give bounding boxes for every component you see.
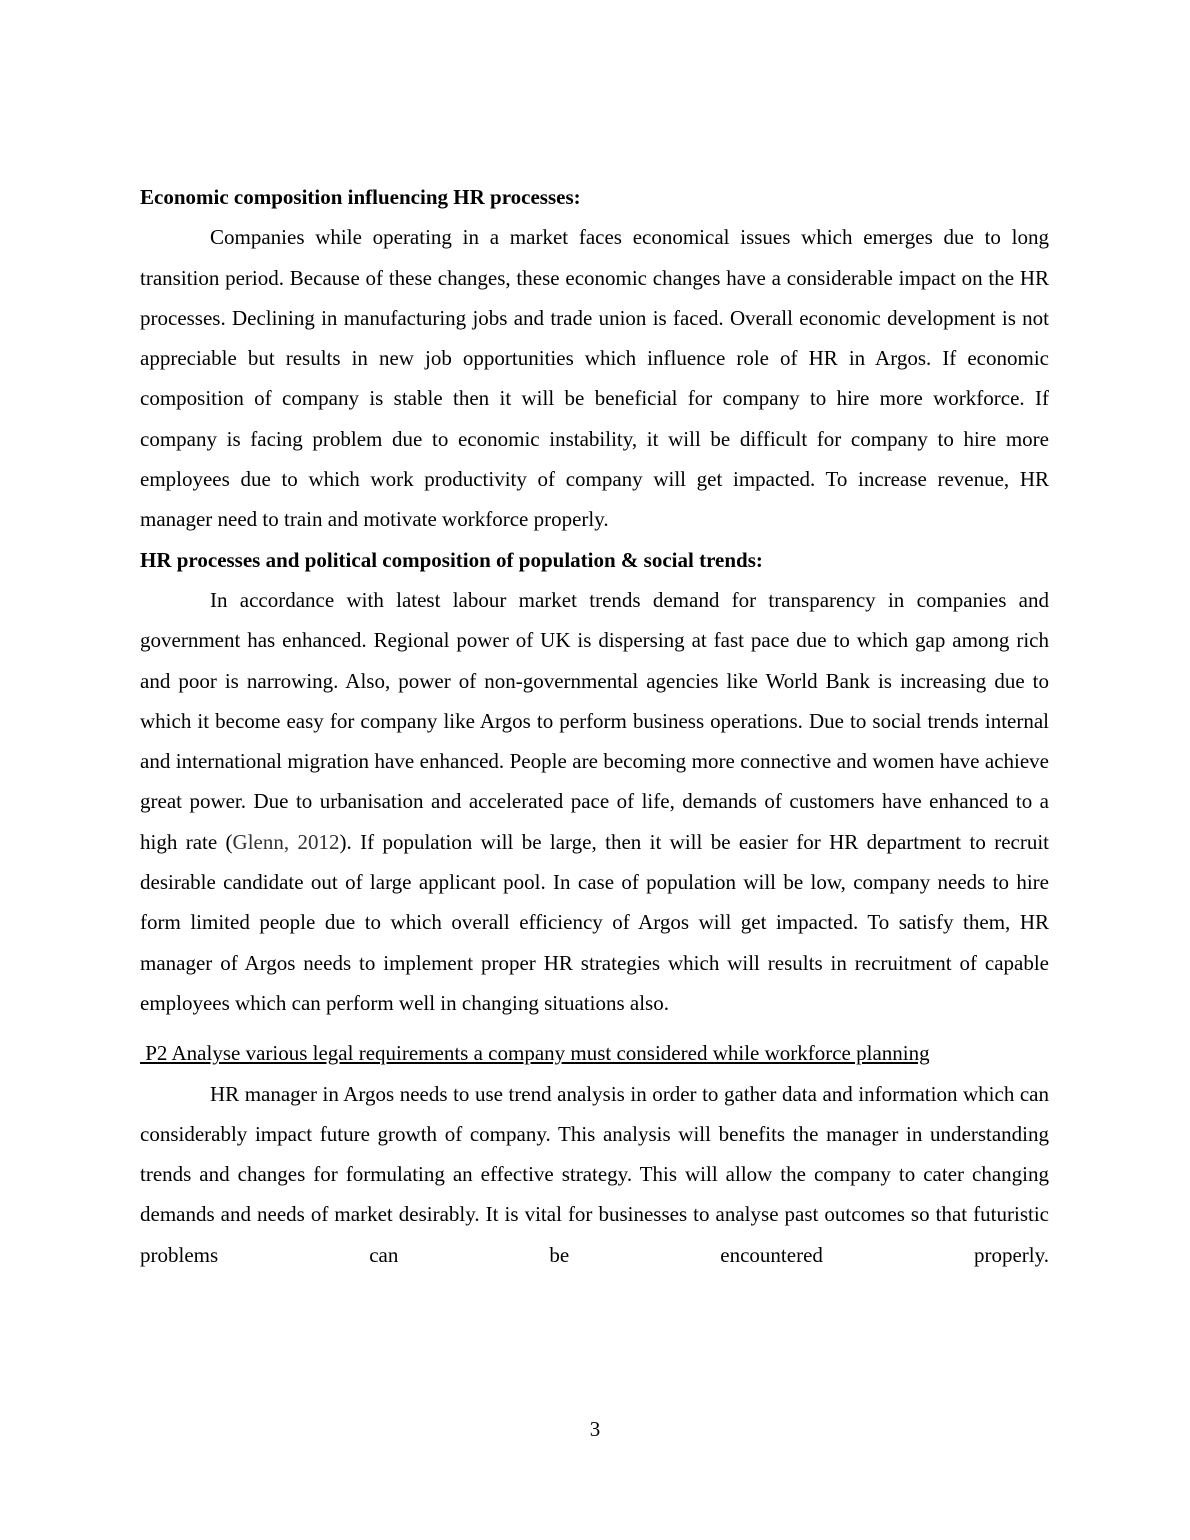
document-body — [140, 177, 1049, 1275]
section-heading-p2-legal-requirements: P2 Analyse various legal requirements a company must considered while workforce planning — [140, 1041, 930, 1066]
page-number: 3 — [589, 1417, 601, 1441]
citation-glenn-2012: Glenn, 2012 — [232, 829, 340, 854]
paragraph-text-after-citation: ). If population will be large, then it will be easier for HR department to recruit desirable candidate out of large applicant pool. In case of population will be low, company needs to hire form limited people due to which overall efficiency of Argos will get impacted. To satisfy them, HR manager of Argos needs to implement proper HR strategies which will results in recruitment of capable employees which can perform well in changing situations also. — [140, 829, 1049, 1015]
paragraph-political-composition — [140, 580, 1049, 1023]
paragraph-text-before-citation: In accordance with latest labour market trends demand for transparency in companies and government has enhanced. Regional power of UK is dispersing at fast pace due to which gap among rich and poor is narrowing. Also, power of non-governmental agencies like World Bank is increasing due to which it become easy for company like Argos to perform business operations. Due to social trends internal and international migration have enhanced. People are becoming more connective and women have achieve great power. Due to urbanisation and accelerated pace of life, demands of customers have enhanced to a high rate ( — [140, 587, 1049, 854]
section-heading-economic-composition: Economic composition influencing HR processes: — [140, 185, 581, 209]
paragraph-economic-composition: Companies while operating in a market faces economical issues which emerges due to long transition period. Because of these changes, these economic changes have a considerable impact on the HR processes. Declining in manufacturing jobs and trade union is faced. Overall economic development is not appreciable but results in new job opportunities which influence role of HR in Argos. If economic composition of company is stable then it will be beneficial for company to hire more workforce. If company is facing problem due to economic instability, it will be difficult for company to hire more employees due to which work productivity of company will get impacted. To increase revenue, HR manager need to train and motivate workforce properly. — [140, 225, 1049, 532]
paragraph-trend-analysis: HR manager in Argos needs to use trend analysis in order to gather data and information which can considerably impact future growth of company. This analysis will benefits the manager in understanding trends and changes for formulating an effective strategy. This will allow the company to cater changing demands and needs of market desirably. It is vital for businesses to analyse past outcomes so that futuristic problems can be encountered properly. — [140, 1081, 1049, 1267]
section-heading-political-composition: HR processes and political composition of population & social trends: — [140, 547, 763, 572]
